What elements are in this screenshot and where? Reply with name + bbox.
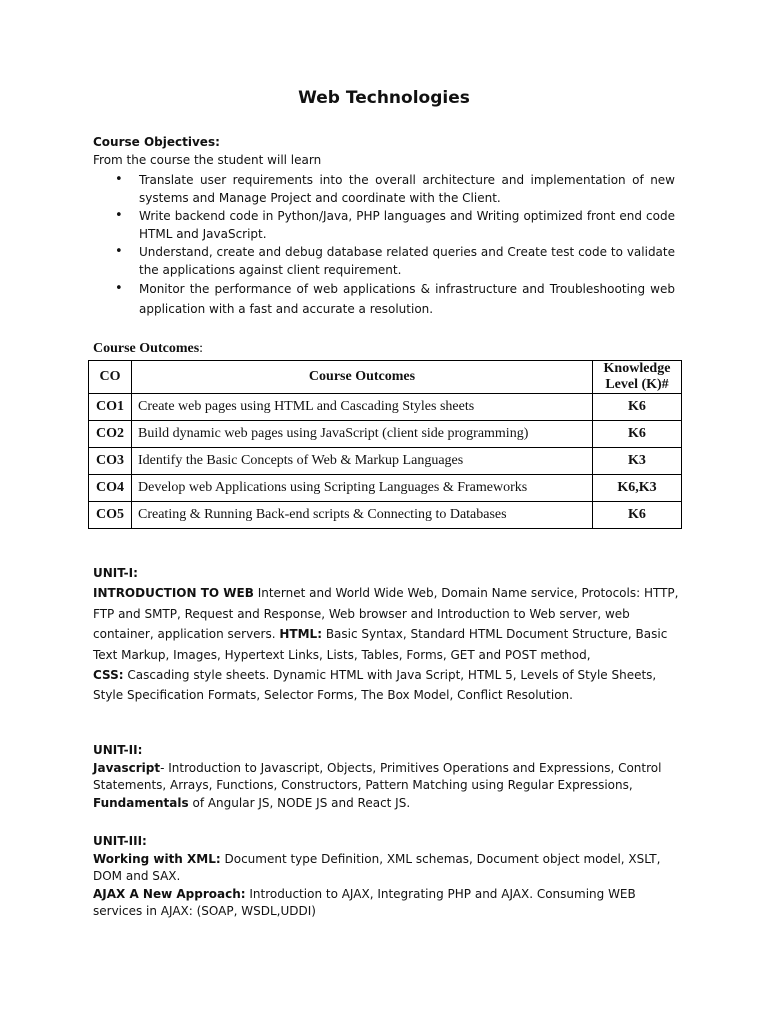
unit-2-section bbox=[93, 742, 683, 812]
unit-1-intro-text: Internet and World Wide Web, Domain Name service, Protocols: HTTP, FTP and SMTP, Request and Response, Web browser and Introduction to Web server, web container, application servers. bbox=[93, 586, 679, 642]
objective-item bbox=[93, 171, 675, 207]
co-text: Develop web Applications using Scripting Languages & Frameworks bbox=[132, 475, 593, 502]
unit-3-xml-text: Document type Definition, XML schemas, Document object model, XSLT, DOM and SAX. bbox=[93, 851, 661, 883]
unit-1-css-text: Cascading style sheets. Dynamic HTML with Java Script, HTML 5, Levels of Style Sheets, Style Specification Formats, Selector Forms, The Box Model, Conflict Resolution. bbox=[93, 668, 657, 703]
unit-3-ajax-label: AJAX A New Approach: bbox=[93, 886, 246, 901]
unit-2-js-text: - Introduction to Javascript, Objects, Primitives Operations and Expressions, Control Statements, Arrays, Functions, Constructors, Pattern Matching using Regular Expressions, bbox=[93, 760, 662, 792]
co-code: CO3 bbox=[89, 448, 132, 475]
objective-item bbox=[93, 207, 675, 243]
objectives-list bbox=[93, 171, 675, 319]
unit-3-ajax bbox=[93, 886, 683, 921]
unit-1-css bbox=[93, 665, 683, 706]
table-row bbox=[89, 448, 682, 475]
objective-item bbox=[93, 243, 675, 279]
outcomes-table bbox=[88, 360, 682, 529]
unit-3-title: UNIT-III: bbox=[93, 834, 147, 848]
co-code: CO5 bbox=[89, 502, 132, 529]
objectives-heading: Course Objectives: bbox=[93, 135, 220, 149]
unit-3-xml-label: Working with XML: bbox=[93, 851, 221, 866]
unit-1-section bbox=[93, 563, 683, 706]
co-text: Creating & Running Back-end scripts & Connecting to Databases bbox=[132, 502, 593, 529]
unit-1-intro-label: INTRODUCTION TO WEB bbox=[93, 586, 254, 601]
outcomes-heading-label: Course Outcomes bbox=[93, 341, 200, 356]
unit-3-ajax-text: Introduction to AJAX, Integrating PHP and AJAX. Consuming WEB services in AJAX: (SOAP, WSDL,UDDI) bbox=[93, 886, 636, 918]
co-level: K3 bbox=[593, 448, 682, 475]
objective-text: Understand, create and debug database related queries and Create test code to validate the applications against client requirement. bbox=[139, 245, 675, 277]
unit-1-body bbox=[93, 583, 683, 665]
unit-2-title: UNIT-II: bbox=[93, 743, 143, 757]
co-code: CO1 bbox=[89, 394, 132, 421]
unit-3-section bbox=[93, 833, 683, 921]
unit-1-title: UNIT-I: bbox=[93, 566, 138, 580]
co-level: K6 bbox=[593, 421, 682, 448]
table-row bbox=[89, 502, 682, 529]
objective-text: Translate user requirements into the overall architecture and implementation of new systems and Manage Project and coordinate with the Client. bbox=[139, 173, 675, 205]
co-text: Identify the Basic Concepts of Web & Markup Languages bbox=[132, 448, 593, 475]
unit-1-html-text: Basic Syntax, Standard HTML Document Structure, Basic Text Markup, Images, Hypertext Links, Lists, Tables, Forms, GET and POST method, bbox=[93, 627, 668, 662]
page-title: Web Technologies bbox=[298, 88, 470, 108]
column-header-co: CO bbox=[89, 361, 132, 394]
table-row bbox=[89, 394, 682, 421]
bullet-icon: • bbox=[115, 172, 123, 187]
co-level: K6,K3 bbox=[593, 475, 682, 502]
table-row bbox=[89, 475, 682, 502]
objective-text: Monitor the performance of web applications & infrastructure and Troubleshooting web application with a fast and accurate a resolution. bbox=[139, 282, 675, 316]
unit-2-body bbox=[93, 760, 683, 813]
bullet-icon: • bbox=[115, 244, 123, 259]
objective-item bbox=[93, 279, 675, 319]
bullet-icon: • bbox=[115, 281, 123, 296]
co-level: K6 bbox=[593, 502, 682, 529]
unit-1-html-label: HTML: bbox=[279, 627, 322, 642]
co-code: CO2 bbox=[89, 421, 132, 448]
outcomes-heading-suffix: : bbox=[199, 341, 204, 356]
column-header-outcomes: Course Outcomes bbox=[132, 361, 593, 394]
outcomes-heading bbox=[93, 341, 203, 357]
unit-2-js-label: Javascript bbox=[93, 760, 161, 775]
co-text: Build dynamic web pages using JavaScript (client side programming) bbox=[132, 421, 593, 448]
objective-text: Write backend code in Python/Java, PHP languages and Writing optimized front end code HTML and JavaScript. bbox=[139, 209, 675, 241]
co-text: Create web pages using HTML and Cascading Styles sheets bbox=[132, 394, 593, 421]
unit-1-css-label: CSS: bbox=[93, 668, 124, 683]
objectives-intro: From the course the student will learn bbox=[93, 153, 322, 167]
co-level: K6 bbox=[593, 394, 682, 421]
table-row bbox=[89, 421, 682, 448]
co-code: CO4 bbox=[89, 475, 132, 502]
table-header-row bbox=[89, 361, 682, 394]
unit-3-xml bbox=[93, 851, 683, 886]
unit-2-fundamentals-label: Fundamentals bbox=[93, 795, 189, 810]
bullet-icon: • bbox=[115, 208, 123, 223]
column-header-level: Knowledge Level (K)# bbox=[593, 361, 682, 394]
unit-2-fundamentals-text: of Angular JS, NODE JS and React JS. bbox=[188, 795, 411, 810]
